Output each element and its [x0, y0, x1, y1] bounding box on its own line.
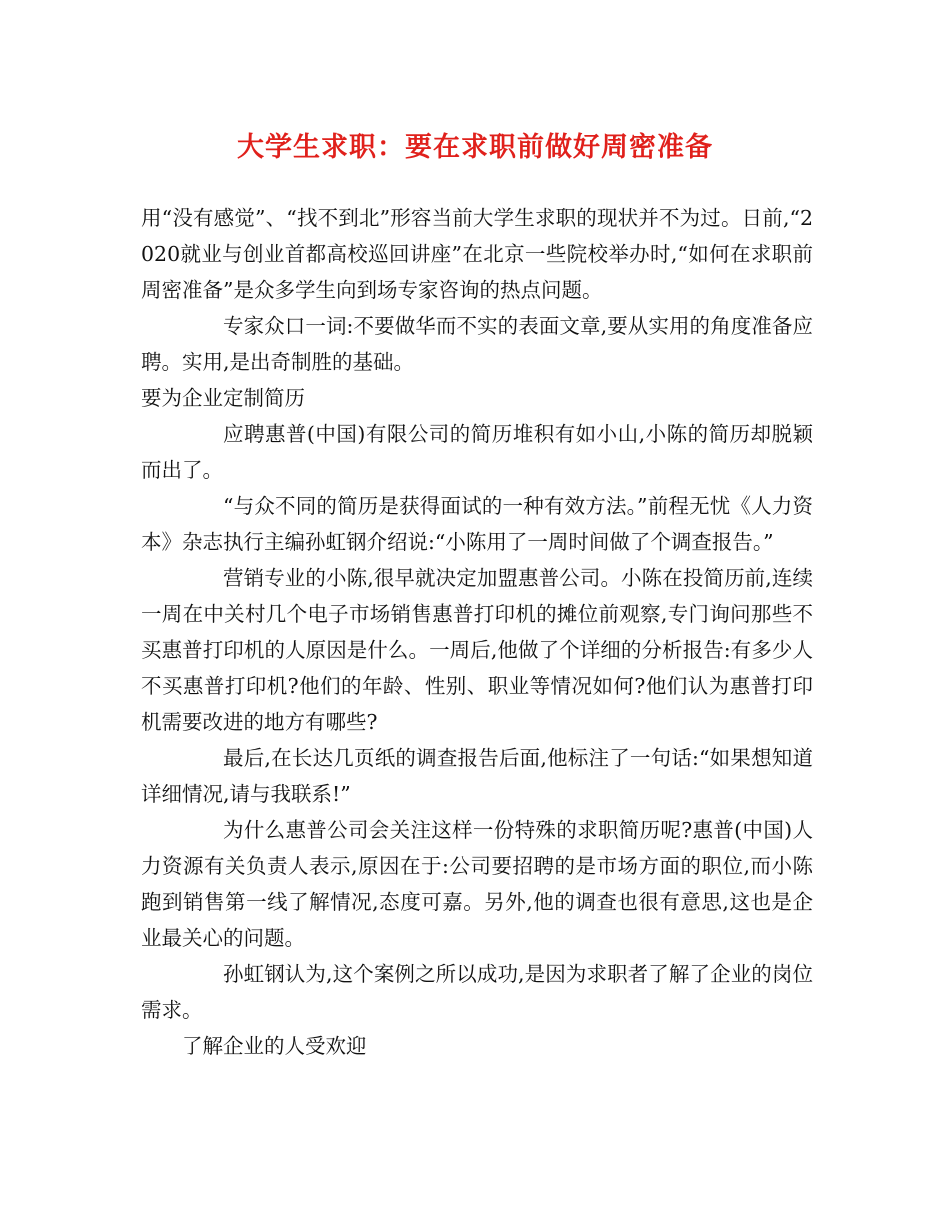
paragraph-case-success: 孙虹钢认为,这个案例之所以成功,是因为求职者了解了企业的岗位需求。 — [141, 962, 813, 1022]
section-heading-resume: 要为企业定制简历 — [141, 386, 305, 410]
paragraph-quote-sun: “与众不同的简历是获得面试的一种有效方法。”前程无忧《人力资本》杂志执行主编孙虹钢介绍说:“小陈用了一周时间做了个调查报告。” — [141, 494, 813, 554]
paragraph-hp-resume: 应聘惠普(中国)有限公司的简历堆积有如小山,小陈的简历却脱颖而出了。 — [141, 422, 813, 482]
paragraph-hp-reason: 为什么惠普公司会关注这样一份特殊的求职简历呢?惠普(中国)人力资源有关负责人表示,原因在于:公司要招聘的是市场方面的职位,而小陈跑到销售第一线了解情况,态度可嘉。另外,他的调查也很有意思,这也是企业最关心的问题。 — [141, 818, 813, 950]
paragraph-contact-note: 最后,在长达几页纸的调查报告后面,他标注了一句话:“如果想知道详细情况,请与我联系!” — [141, 746, 813, 806]
paragraph-experts: 专家众口一词:不要做华而不实的表面文章,要从实用的角度准备应聘。实用,是出奇制胜的基础。 — [141, 314, 813, 374]
paragraph-xiaochen-survey: 营销专业的小陈,很早就决定加盟惠普公司。小陈在投简历前,连续一周在中关村几个电子市场销售惠普打印机的摊位前观察,专门询问那些不买惠普打印机的人原因是什么。一周后,他做了个详细的分析报告:有多少人不买惠普打印机?他们的年龄、性别、职业等情况如何?他们认为惠普打印机需要改进的地方有哪些? — [141, 566, 813, 734]
paragraph-intro: 用“没有感觉”、“找不到北”形容当前大学生求职的现状并不为过。日前,“2020就业与创业首都高校巡回讲座”在北京一些院校举办时,“如何在求职前周密准备”是众多学生向到场专家咨询的热点问题。 — [141, 206, 813, 302]
document-title: 大学生求职：要在求职前做好周密准备 — [237, 132, 713, 163]
document-body — [141, 200, 813, 1064]
section-heading-understand-company: 了解企业的人受欢迎 — [182, 1034, 367, 1058]
